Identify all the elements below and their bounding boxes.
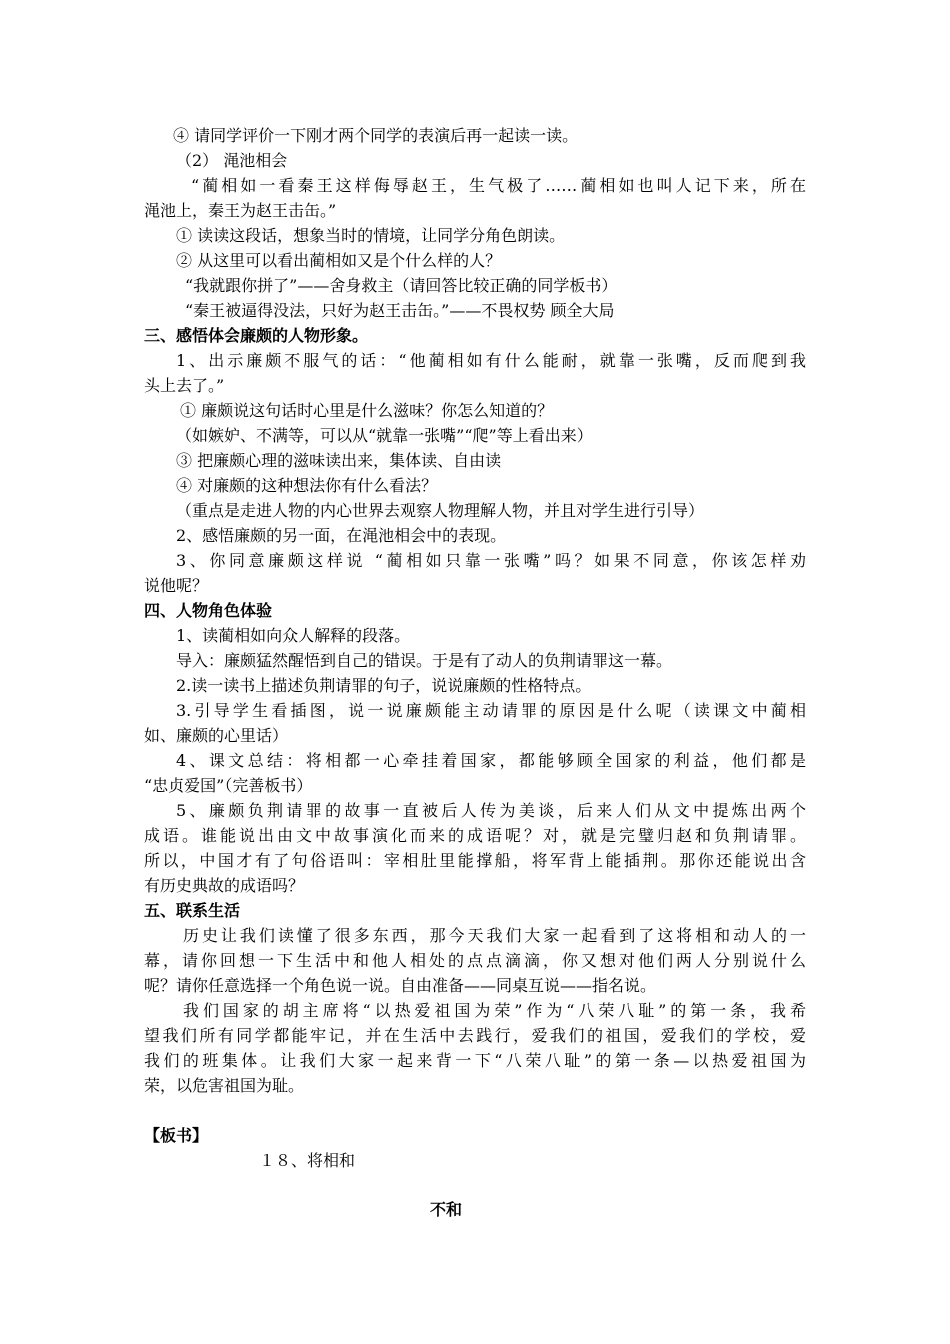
text-line: ① 廉颇说这句话时心里是什么滋味？你怎么知道的？ [180, 401, 554, 420]
text-line: 有历史典故的成语吗？ [144, 876, 305, 895]
text-line: 1、读蔺相如向众人解释的段落。 [176, 626, 411, 645]
text-line: 荣，以危害祖国为耻。 [144, 1076, 305, 1095]
text-line: “忠贞爱国”（完善板书） [144, 776, 313, 795]
text-line: ③ 把廉颇心理的滋味读出来，集体读、自由读 [176, 451, 502, 470]
text-line: ① 读读这段话，想象当时的情境，让同学分角色朗读。 [176, 226, 566, 245]
section-heading: 四、人物角色体验 [144, 601, 273, 620]
text-line: ④ 对廉颇的这种想法你有什么看法？ [176, 476, 438, 495]
text-line: 所以，中国才有了句俗语叫：宰相肚里能撑船，将军背上能插荆。那你还能说出含 [144, 851, 806, 870]
text-line: 5、廉颇负荆请罪的故事一直被后人传为美谈，后来人们从文中提炼出两个 [176, 801, 806, 820]
text-line: （如嫉妒、不满等，可以从“就靠一张嘴”“爬”等上看出来） [176, 426, 593, 445]
text-line: 说他呢？ [144, 576, 209, 595]
text-line: 导入：廉颇猛然醒悟到自己的错误。于是有了动人的负荆请罪这一幕。 [176, 651, 673, 670]
text-line: 成语。谁能说出由文中故事演化而来的成语呢？对，就是完璧归赵和负荆请罪。 [144, 826, 806, 845]
text-line: （重点是走进人物的内心世界去观察人物理解人物，并且对学生进行引导） [176, 501, 705, 520]
text-line: 3.引导学生看插图，说一说廉颇能主动请罪的原因是什么呢（读课文中蔺相 [176, 701, 806, 720]
text-line: 如、廉颇的心里话） [144, 726, 289, 745]
text-line: 渑池上，秦王为赵王击缶。” [144, 201, 337, 220]
text-line: ② 从这里可以看出蔺相如又是个什么样的人？ [176, 251, 502, 270]
text-line: 4、课文总结：将相都一心牵挂着国家，都能够顾全国家的利益，他们都是 [176, 751, 806, 770]
section-heading: 三、感悟体会廉颇的人物形象。 [144, 326, 369, 345]
text-line: 望我们所有同学都能牢记，并在生活中去践行，爱我们的祖国，爱我们的学校，爱 [144, 1026, 806, 1045]
text-line: 1、出示廉颇不服气的话：“他蔺相如有什么能耐，就靠一张嘴，反而爬到我 [176, 351, 806, 370]
board-heading: 【板书】 [144, 1126, 209, 1145]
text-line: 2、感悟廉颇的另一面，在渑池相会中的表现。 [176, 526, 507, 545]
text-line: “蔺相如一看秦王这样侮辱赵王，生气极了……蔺相如也叫人记下来，所在 [191, 176, 806, 195]
text-line: 头上去了。” [144, 376, 225, 395]
text-line: ④ 请同学评价一下刚才两个同学的表演后再一起读一读。 [173, 126, 579, 145]
text-line: 2.读一读书上描述负荆请罪的句子，说说廉颇的性格特点。 [176, 676, 592, 695]
board-item: 不和 [430, 1200, 463, 1219]
text-line: 幕，请你回想一下生活中和他人相处的点点滴滴，你又想对他们两人分别说什么 [144, 951, 806, 970]
text-line: “我就跟你拼了”——舍身救主（请回答比较正确的同学板书） [185, 276, 618, 295]
text-line: 我们国家的胡主席将“以热爱祖国为荣”作为“八荣八耻”的第一条，我希 [183, 1001, 806, 1020]
text-line: 呢？请你任意选择一个角色说一说。自由准备——同桌互说——指名说。 [144, 976, 657, 995]
board-title: １８、将相和 [259, 1151, 356, 1170]
text-line: “秦王被逼得没法，只好为赵王击缶。”——不畏权势 顾全大局 [185, 301, 615, 320]
section-heading: 五、联系生活 [144, 901, 241, 920]
text-line: 历史让我们读懂了很多东西，那今天我们大家一起看到了这将相和动人的一 [183, 926, 806, 945]
text-line: 我们的班集体。让我们大家一起来背一下“八荣八耻”的第一条—以热爱祖国为 [144, 1051, 806, 1070]
text-line: （2） 渑池相会 [176, 151, 288, 170]
text-line: 3、你同意廉颇这样说 “蔺相如只靠一张嘴”吗？如果不同意，你该怎样劝 [176, 551, 806, 570]
